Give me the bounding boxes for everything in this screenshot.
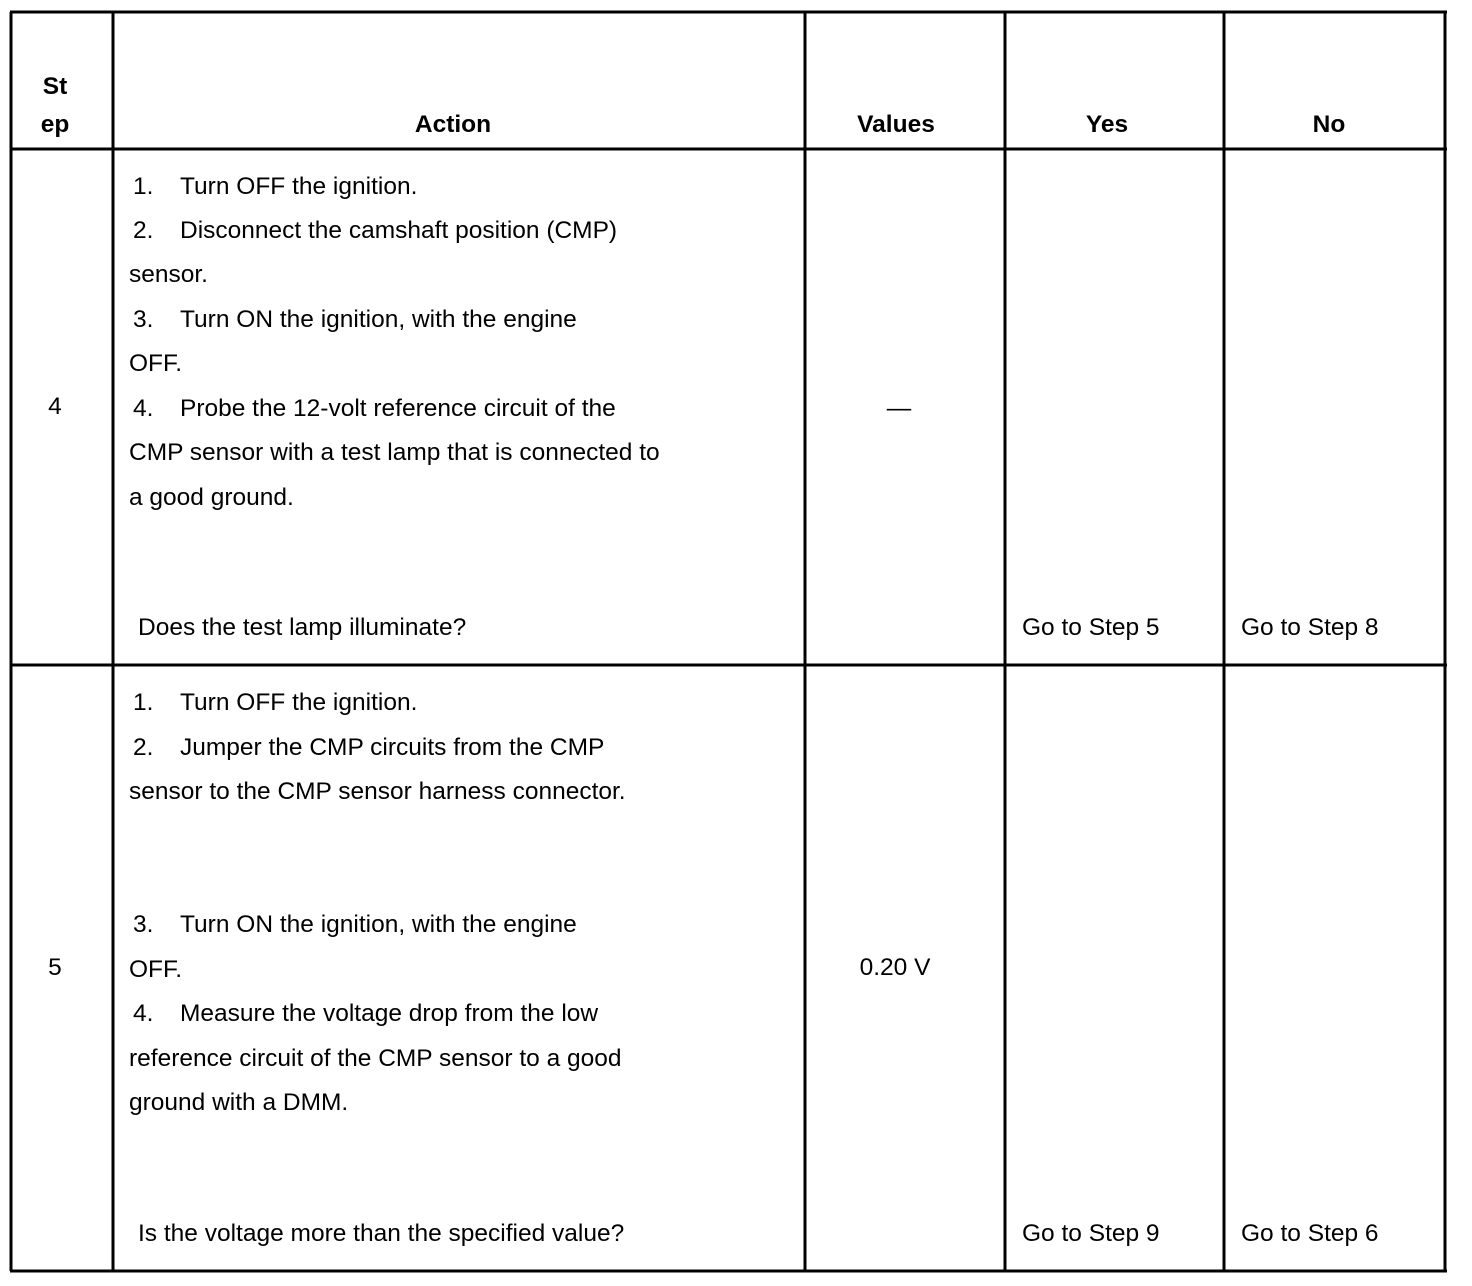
yes-cell: Go to Step 5: [1022, 614, 1160, 641]
header-no: No: [1312, 111, 1346, 138]
header-step-line1: St: [42, 73, 68, 100]
header-action: Action: [414, 111, 492, 138]
action-item-2: [129, 216, 617, 246]
value-cell: 0.20 V: [859, 954, 931, 981]
item-number: 3.: [133, 306, 154, 333]
item-text: Turn OFF the ignition.: [180, 173, 418, 200]
action-item-4-continued: a good ground.: [129, 484, 294, 511]
header-yes: Yes: [1085, 111, 1129, 138]
action-item-3: [129, 305, 577, 335]
action-item-3-continued: OFF.: [129, 350, 183, 377]
action-item-3: [129, 910, 577, 940]
no-cell: Go to Step 8: [1241, 614, 1379, 641]
item-text: Turn OFF the ignition.: [180, 689, 418, 716]
item-text: Probe the 12-volt reference circuit of the: [180, 395, 616, 422]
action-item-2-continued: sensor.: [129, 261, 208, 288]
item-number: 4.: [133, 395, 154, 422]
action-item-4-continued: ground with a DMM.: [129, 1089, 349, 1116]
action-item-3-continued: OFF.: [129, 956, 183, 983]
item-text: Jumper the CMP circuits from the CMP: [180, 734, 605, 761]
action-item-1: [129, 688, 417, 718]
action-item-4-continued: reference circuit of the CMP sensor to a good: [129, 1045, 622, 1072]
action-item-4: [129, 394, 616, 424]
header-values: Values: [857, 111, 935, 138]
step-number: 4: [48, 393, 62, 420]
action-item-1: [129, 172, 417, 202]
no-cell: Go to Step 6: [1241, 1220, 1379, 1247]
item-number: 3.: [133, 911, 154, 938]
item-text: Turn ON the ignition, with the engine: [180, 911, 577, 938]
yes-cell: Go to Step 9: [1022, 1220, 1160, 1247]
item-text: Disconnect the camshaft position (CMP): [180, 217, 618, 244]
action-item-4-continued: CMP sensor with a test lamp that is connected to: [129, 439, 660, 466]
header-step-line2: ep: [40, 111, 70, 138]
action-item-2: [129, 733, 604, 763]
step-number: 5: [48, 954, 62, 981]
value-cell: —: [886, 395, 912, 422]
action-question: Does the test lamp illuminate?: [138, 614, 467, 641]
item-number: 4.: [133, 1000, 154, 1027]
action-item-2-continued: sensor to the CMP sensor harness connector.: [129, 778, 626, 805]
action-item-4: [129, 999, 598, 1029]
action-question: Is the voltage more than the specified value?: [138, 1220, 625, 1247]
item-text: Turn ON the ignition, with the engine: [180, 306, 577, 333]
item-number: 2.: [133, 217, 154, 244]
item-number: 1.: [133, 173, 154, 200]
item-text: Measure the voltage drop from the low: [180, 1000, 599, 1027]
item-number: 2.: [133, 734, 154, 761]
item-number: 1.: [133, 689, 154, 716]
